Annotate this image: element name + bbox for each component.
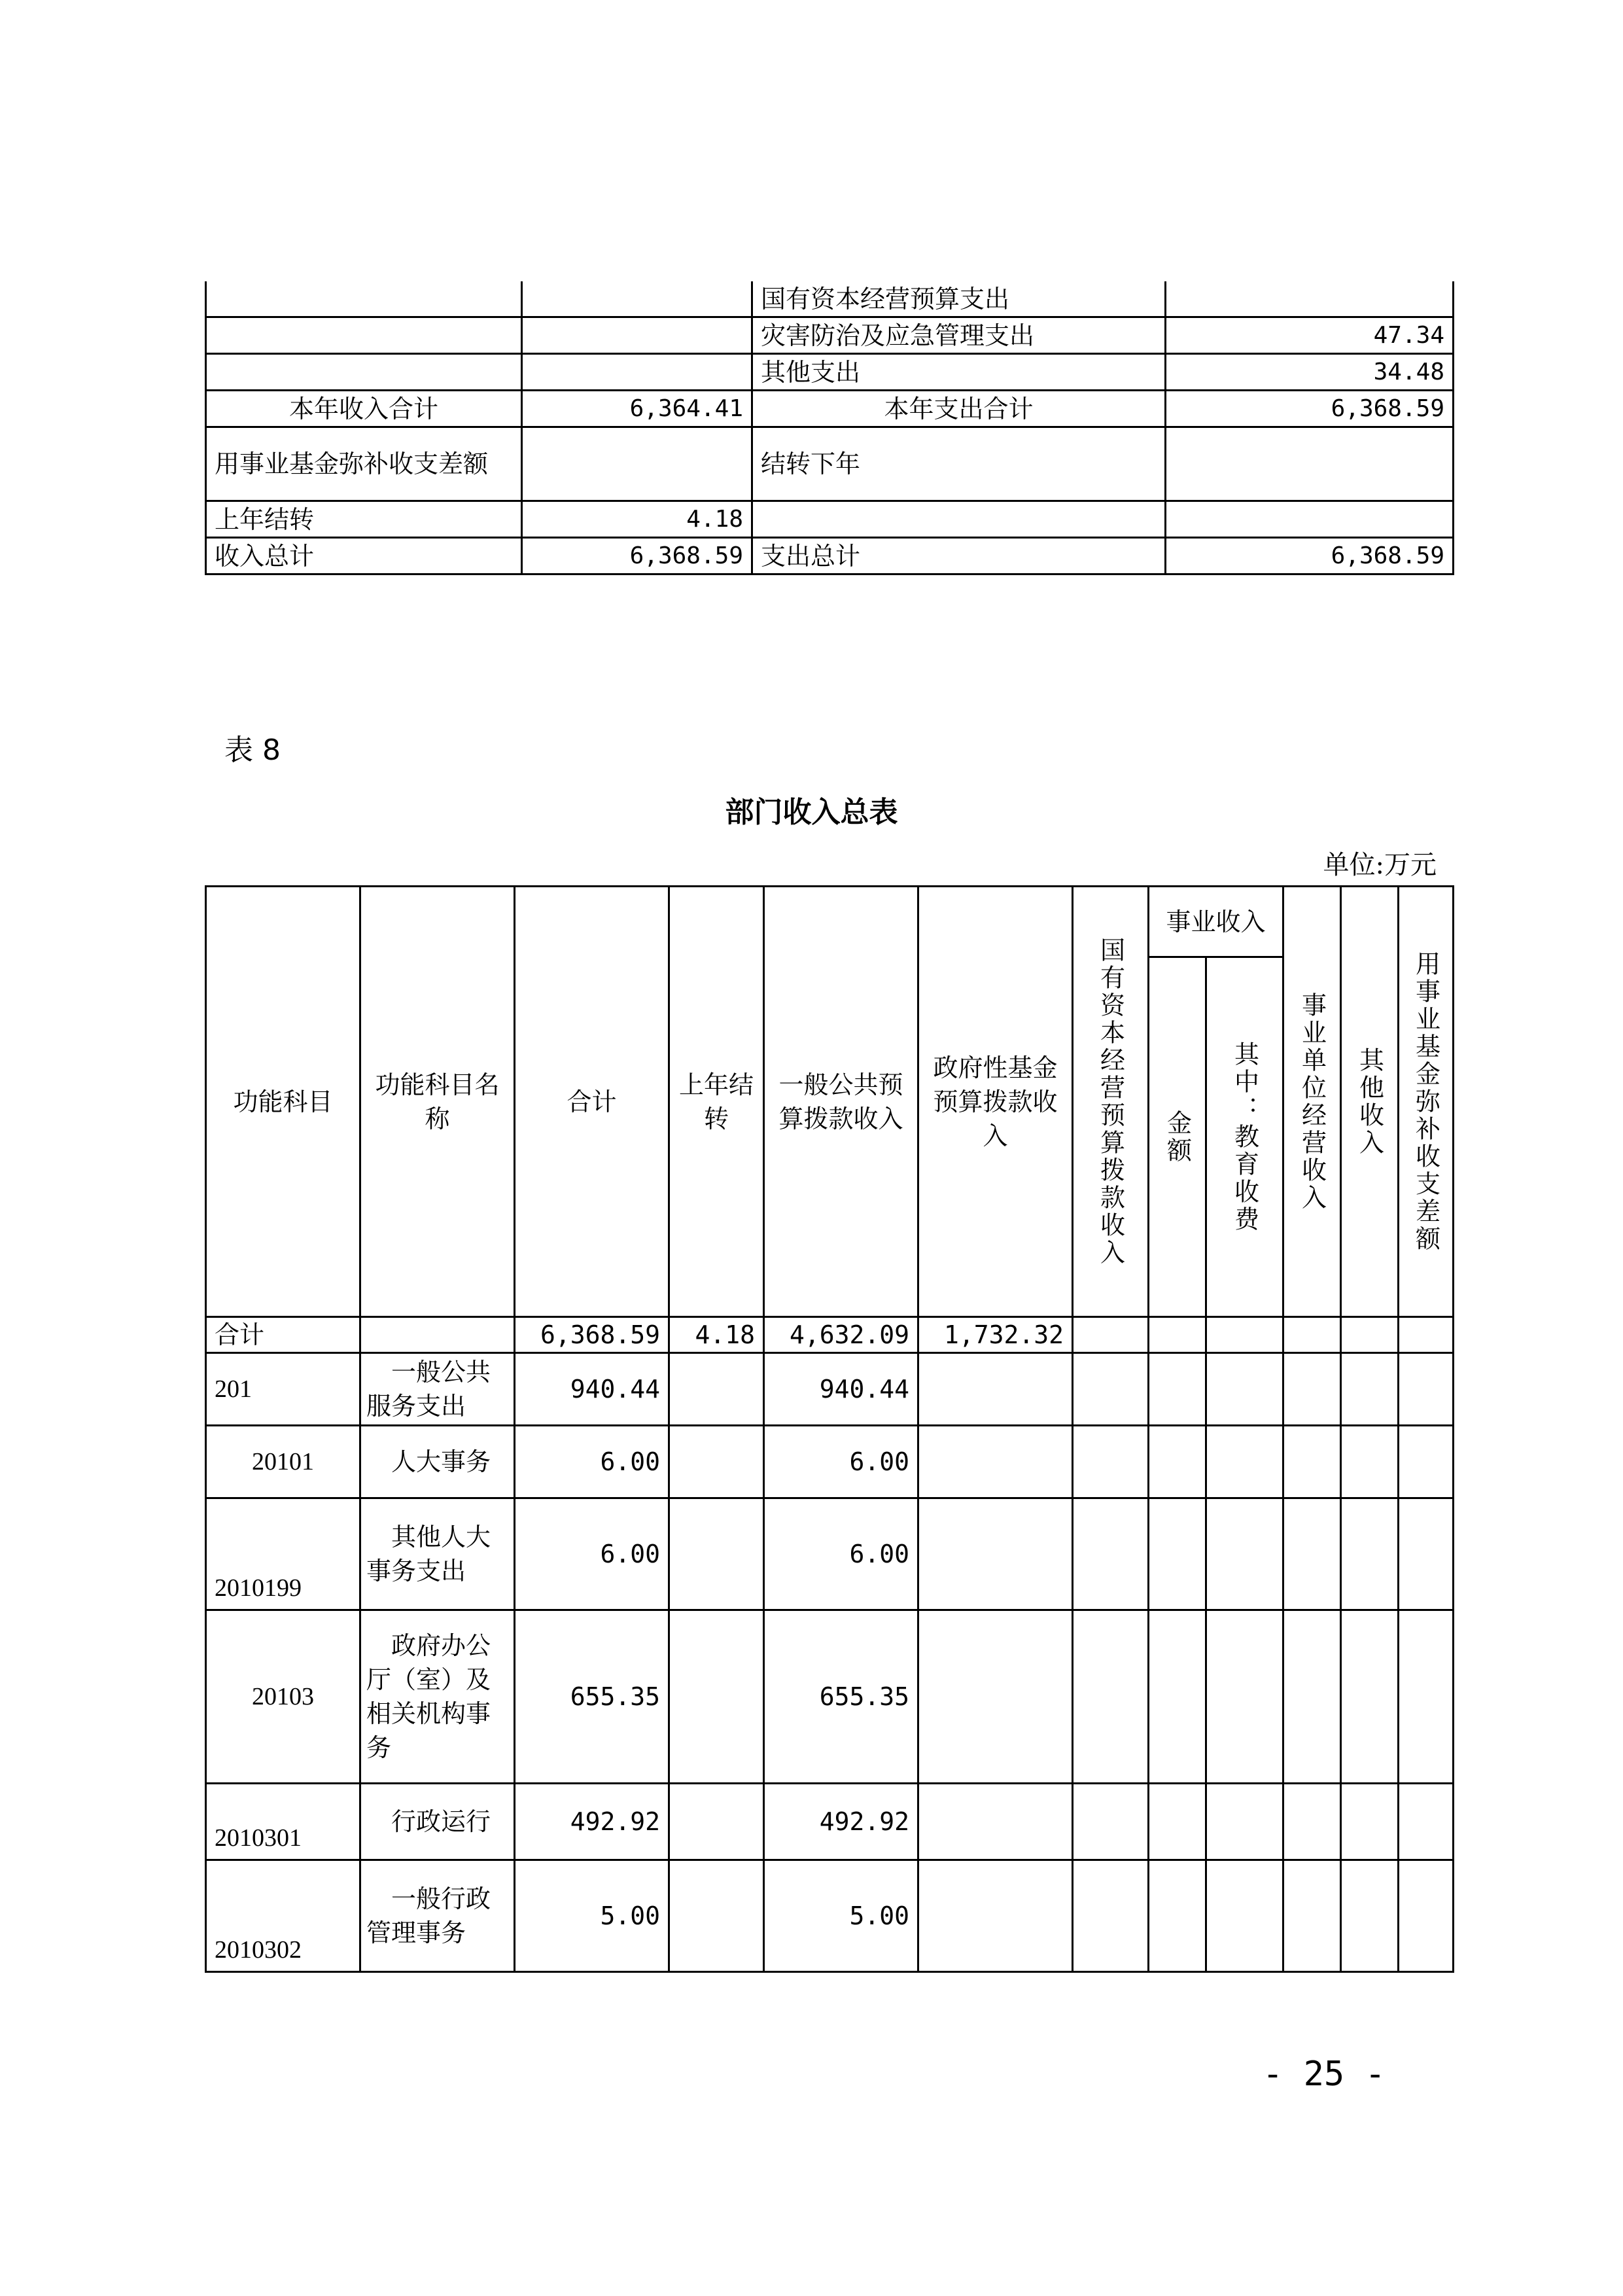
header-code: 功能科目 [206,887,360,1317]
table-cell [522,354,752,391]
table-cell [918,1426,1073,1498]
table-cell [1206,1426,1283,1498]
table-cell: 支出总计 [752,538,1166,574]
header-education-fees [1206,957,1283,1317]
header-state-capital [1073,887,1149,1317]
table-cell: 6,368.59 [1166,538,1454,574]
table-cell [1341,1317,1399,1353]
table-cell [669,1498,764,1610]
table-cell [360,1353,515,1426]
table-cell: 6,368.59 [522,538,752,574]
table-cell [752,501,1166,538]
table-cell [1399,1498,1454,1610]
table-cell [1073,1426,1149,1498]
table-cell [669,1353,764,1426]
table-cell [1149,1317,1206,1353]
table-cell: 其他支出 [752,354,1166,391]
table-cell [669,1784,764,1860]
table-cell: 47.34 [1166,317,1454,354]
header-amount [1149,957,1206,1317]
table-row [206,538,1454,574]
table-cell: 用事业基金弥补收支差额 [206,427,522,501]
table-cell: 4.18 [522,501,752,538]
income-summary-table [205,885,1454,1973]
table-cell: 1,732.32 [918,1317,1073,1353]
table-cell [206,354,522,391]
table-cell [669,1860,764,1972]
header-state-capital-text: 国有资本经营预算拨款收入 [1096,936,1125,1267]
table-cell [1149,1860,1206,1972]
table-cell [918,1610,1073,1784]
table-cell [360,1498,515,1610]
table-cell [360,1860,515,1972]
table-cell: 20101 [206,1426,360,1498]
table-cell [1206,1860,1283,1972]
table-cell: 492.92 [764,1784,918,1860]
table-cell: 201 [206,1353,360,1426]
table-cell [1149,1353,1206,1426]
table-cell [1399,1610,1454,1784]
table-cell [1149,1610,1206,1784]
table-cell [669,1426,764,1498]
table-cell [918,1860,1073,1972]
table-cell: 20103 [206,1610,360,1784]
table-title: 部门收入总表 [725,796,898,829]
table-cell [1166,427,1454,501]
table-cell [1399,1353,1454,1426]
table-cell [1073,1317,1149,1353]
table-cell: 2010302 [206,1860,360,1972]
table-cell: 940.44 [515,1353,669,1426]
header-business-income: 事业收入 [1149,887,1283,957]
table-cell [1206,1610,1283,1784]
row-name: 其他人大事务支出 [366,1523,491,1585]
table-cell [522,281,752,317]
row-name: 政府办公厅（室）及相关机构事务 [366,1631,491,1762]
table-cell [1399,1860,1454,1972]
table-cell: 结转下年 [752,427,1166,501]
table-cell [1073,1498,1149,1610]
table-row [206,1784,1454,1860]
table-cell [669,1610,764,1784]
table-cell: 5.00 [764,1860,918,1972]
table-cell [360,1317,515,1353]
table-cell [1283,1860,1341,1972]
header-unit-operating-text: 事业单位经营收入 [1297,991,1327,1212]
table-cell [918,1784,1073,1860]
header-general-budget: 一般公共预算拨款收入 [764,887,918,1317]
table-cell [1166,501,1454,538]
table-cell [206,317,522,354]
table-row [206,1426,1454,1498]
header-row [206,887,1454,957]
header-fund-offset [1399,887,1454,1317]
table-row [206,281,1454,317]
table-cell [1283,1784,1341,1860]
table-row [206,1353,1454,1426]
table-cell [1341,1784,1399,1860]
table-cell: 6.00 [764,1426,918,1498]
table-cell [1073,1784,1149,1860]
header-carryover: 上年结转 [669,887,764,1317]
header-other-text: 其他收入 [1355,1046,1384,1157]
table-cell: 940.44 [764,1353,918,1426]
table-cell [360,1426,515,1498]
table-cell: 2010301 [206,1784,360,1860]
table-cell [206,281,522,317]
table-cell: 上年结转 [206,501,522,538]
table-cell: 6,368.59 [1166,391,1454,427]
table-cell: 国有资本经营预算支出 [752,281,1166,317]
table-cell: 本年支出合计 [752,391,1166,427]
table-cell [1341,1860,1399,1972]
table-cell [1073,1860,1149,1972]
table-cell [1166,281,1454,317]
unit-label: 单位:万元 [1323,850,1437,880]
table-cell: 6,368.59 [515,1317,669,1353]
table-cell [522,427,752,501]
table-cell: 收入总计 [206,538,522,574]
header-amount-text: 金额 [1162,1109,1192,1165]
table-cell: 本年收入合计 [206,391,522,427]
table-cell [918,1498,1073,1610]
table-row [206,1860,1454,1972]
table-cell: 6,364.41 [522,391,752,427]
table-cell [1206,1498,1283,1610]
table-cell [1073,1353,1149,1426]
header-unit-operating [1283,887,1341,1317]
table-row [206,427,1454,501]
table-number: 表 8 [224,733,281,767]
table-cell: 655.35 [764,1610,918,1784]
table-row [206,1498,1454,1610]
row-name: 一般行政管理事务 [366,1884,491,1947]
table-cell [1149,1784,1206,1860]
table-cell [522,317,752,354]
header-fund-offset-text: 用事业基金弥补收支差额 [1411,950,1440,1253]
table-cell [1341,1426,1399,1498]
header-name: 功能科目名称 [360,887,515,1317]
table-cell [1206,1784,1283,1860]
table-cell [1341,1353,1399,1426]
row-name: 一般公共服务支出 [366,1358,491,1421]
prev-table [205,281,1454,575]
table-row [206,391,1454,427]
table-cell: 655.35 [515,1610,669,1784]
table-cell [1149,1498,1206,1610]
table-cell [1283,1498,1341,1610]
table-cell: 6.00 [515,1426,669,1498]
table-cell [1073,1610,1149,1784]
table-cell: 492.92 [515,1784,669,1860]
table-cell [1283,1610,1341,1784]
header-education-fees-text: 其中：教育收费 [1230,1040,1259,1233]
table-cell [360,1610,515,1784]
row-name: 人大事务 [391,1447,491,1476]
table-row [206,501,1454,538]
table-cell [360,1784,515,1860]
table-cell: 34.48 [1166,354,1454,391]
table-cell [1341,1610,1399,1784]
header-other [1341,887,1399,1317]
table-cell [1206,1317,1283,1353]
table-cell: 4.18 [669,1317,764,1353]
table-cell: 6.00 [764,1498,918,1610]
table-cell: 灾害防治及应急管理支出 [752,317,1166,354]
table-row [206,354,1454,391]
page-number: - 25 - [1263,2055,1386,2094]
total-row [206,1317,1454,1353]
table-cell [1149,1426,1206,1498]
table-cell [1283,1426,1341,1498]
table-cell [1399,1426,1454,1498]
table-cell: 5.00 [515,1860,669,1972]
table-cell [1341,1498,1399,1610]
table-cell [1283,1317,1341,1353]
table-cell [918,1353,1073,1426]
row-name: 行政运行 [391,1807,491,1836]
table-cell: 6.00 [515,1498,669,1610]
table-cell [1283,1353,1341,1426]
header-total: 合计 [515,887,669,1317]
table-cell [1206,1353,1283,1426]
table-cell: 合计 [206,1317,360,1353]
table-row [206,317,1454,354]
table-cell [1399,1784,1454,1860]
table-cell: 2010199 [206,1498,360,1610]
header-gov-fund: 政府性基金预算拨款收入 [918,887,1073,1317]
table-cell: 4,632.09 [764,1317,918,1353]
table-row [206,1610,1454,1784]
table-cell [1399,1317,1454,1353]
